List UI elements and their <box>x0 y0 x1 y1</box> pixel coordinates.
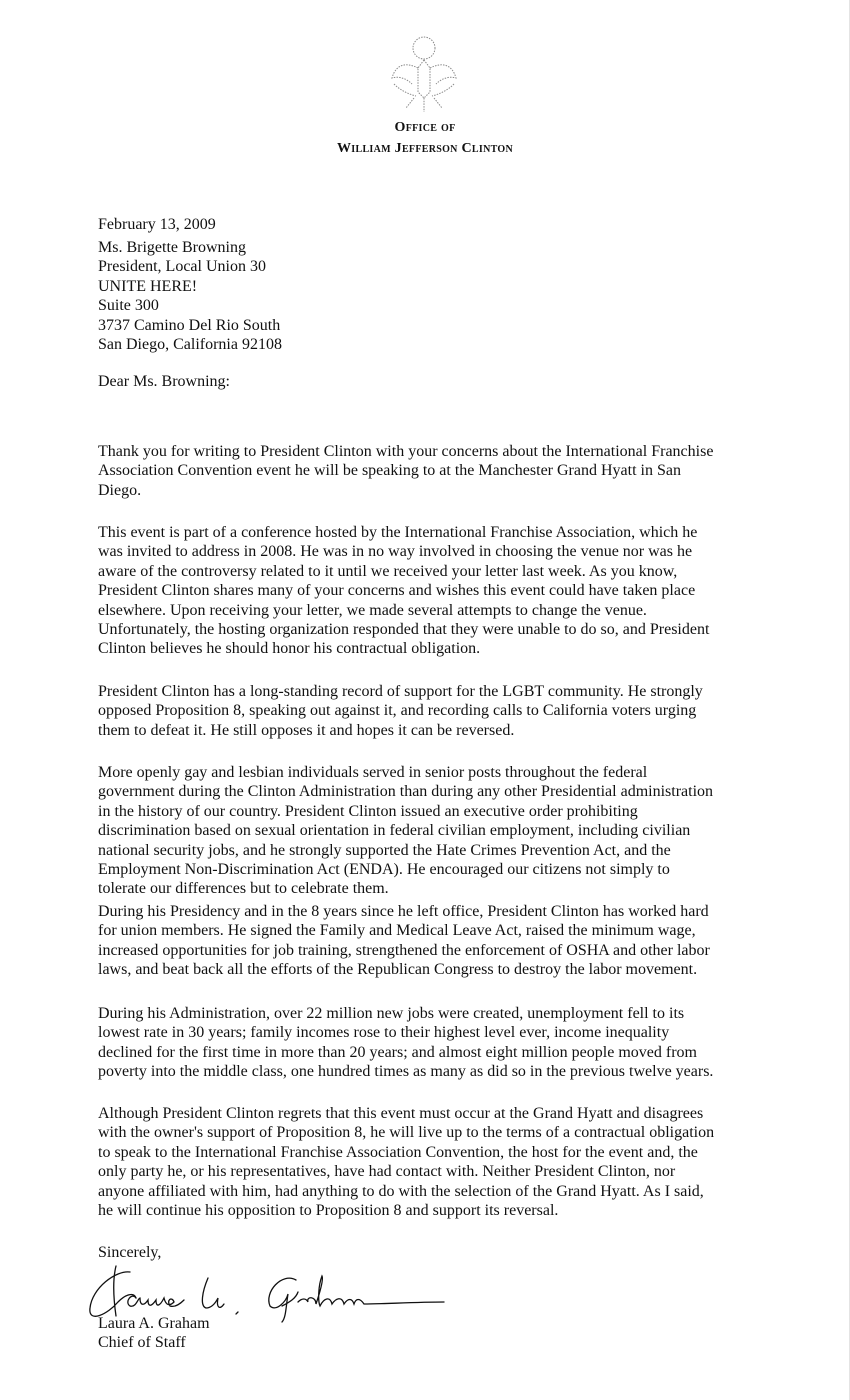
address-line: UNITE HERE! <box>98 277 198 295</box>
address-line: 3737 Camino Del Rio South <box>98 316 281 334</box>
paragraph-line: Clinton believes he should honor his contractual obligation. <box>98 640 481 658</box>
paragraph-line: national security jobs, and he strongly supported the Hate Crimes Prevention Act, and the <box>98 841 671 859</box>
paragraph-line: During his Presidency and in the 8 years since he left office, President Clinton has worked hard <box>98 903 709 920</box>
salutation: Dear Ms. Browning: <box>98 373 230 390</box>
paragraph-line: lowest rate in 30 years; family incomes rose to their highest level ever, income inequality <box>98 1024 670 1042</box>
paragraph-line: increased opportunities for job training, strengthened the enforcement of OSHA and other labor <box>98 941 710 959</box>
presidential-seal-icon <box>388 34 460 114</box>
paragraph-line: to speak to the International Franchise Association Convention, the host for the event and, the <box>98 1143 698 1161</box>
paragraph <box>98 763 713 899</box>
paragraph-line: Thank you for writing to President Clinton with your concerns about the International Franchise <box>98 443 714 460</box>
paragraph-line: only party he, or his representatives, have had contact with. Neither President Clinton, nor <box>98 1163 676 1181</box>
paragraph-line: aware of the controversy related to it until we received your letter last week. As you know, <box>98 562 678 580</box>
paragraph-line: Association Convention event he will be speaking to at the Manchester Grand Hyatt in San <box>98 462 681 480</box>
paragraph-line: Diego. <box>98 481 142 499</box>
paragraph-line: poverty into the middle class, one hundred times as many as did so in the previous twelve years. <box>98 1063 714 1081</box>
paragraph-line: for union members. He signed the Family and Medical Leave Act, raised the minimum wage, <box>98 922 696 940</box>
paragraph-line: government during the Clinton Administration than during any other Presidential administration <box>98 783 714 801</box>
paragraph-line: President Clinton has a long-standing record of support for the LGBT community. He strongly <box>98 683 703 700</box>
paragraph <box>98 682 703 740</box>
paragraph-line: Unfortunately, the hosting organization responded that they were unable to do so, and President <box>98 621 710 639</box>
closing: Sincerely, <box>98 1244 162 1261</box>
paragraph-line: This event is part of a conference hosted by the International Franchise Association, which he <box>98 524 698 541</box>
paragraph-line: More openly gay and lesbian individuals served in senior posts throughout the federal <box>98 764 648 781</box>
paragraph <box>98 523 709 659</box>
paragraph-line: discrimination based on sexual orientation in federal civilian employment, including civilian <box>98 822 691 840</box>
paragraph-line: opposed Proposition 8, speaking out against it, and recording calls to California voters urging <box>98 702 697 720</box>
paragraph-line: During his Administration, over 22 million new jobs were created, unemployment fell to its <box>98 1005 685 1022</box>
address-line: Ms. Brigette Browning <box>98 239 246 256</box>
address-line: Suite 300 <box>98 297 159 315</box>
paragraph-line: them to defeat it. He still opposes it and hopes it can be reversed. <box>98 721 515 739</box>
paragraph <box>98 1104 714 1220</box>
paragraph-line: Although President Clinton regrets that this event must occur at the Grand Hyatt and disagrees <box>98 1105 704 1122</box>
paragraph-line: with the owner's support of Proposition 8, he will live up to the terms of a contractual obligation <box>98 1124 715 1142</box>
paragraph-line: anyone affiliated with him, had anything to do with the selection of the Grand Hyatt. As I said, <box>98 1182 704 1200</box>
paragraph-line: President Clinton shares many of your concerns and wishes this event could have taken place <box>98 582 696 600</box>
signer-block <box>98 1314 210 1353</box>
address-line: San Diego, California 92108 <box>98 336 282 354</box>
paragraph <box>98 902 710 980</box>
signer-title: Chief of Staff <box>98 1334 186 1352</box>
paragraph <box>98 1004 713 1082</box>
letter-date: February 13, 2009 <box>98 216 216 233</box>
signer-name: Laura A. Graham <box>98 1315 210 1332</box>
paragraph-line: in the history of our country. President Clinton issued an executive order prohibiting <box>98 802 638 820</box>
paragraph <box>98 442 713 500</box>
letterhead-line-2: William Jefferson Clinton <box>336 141 513 156</box>
paragraph-line: declined for the first time in more than 20 years; and almost eight million people moved from <box>98 1043 697 1061</box>
paragraph-line: Employment Non-Discrimination Act (ENDA). He encouraged our citizens not simply to <box>98 861 670 879</box>
paragraph-line: laws, and beat back all the efforts of the Republican Congress to destroy the labor movement. <box>98 961 698 979</box>
paragraph-line: elsewhere. Upon receiving your letter, we made several attempts to change the venue. <box>98 601 647 619</box>
letterhead-line-1: Office of <box>394 120 456 135</box>
address-line: President, Local Union 30 <box>98 258 266 276</box>
recipient-address <box>98 238 282 354</box>
paragraph-line: was invited to address in 2008. He was in no way involved in choosing the venue nor was he <box>98 543 693 561</box>
paragraph-line: tolerate our differences but to celebrate them. <box>98 880 389 898</box>
paragraph-line: he will continue his opposition to Proposition 8 and support its reversal. <box>98 1202 559 1220</box>
